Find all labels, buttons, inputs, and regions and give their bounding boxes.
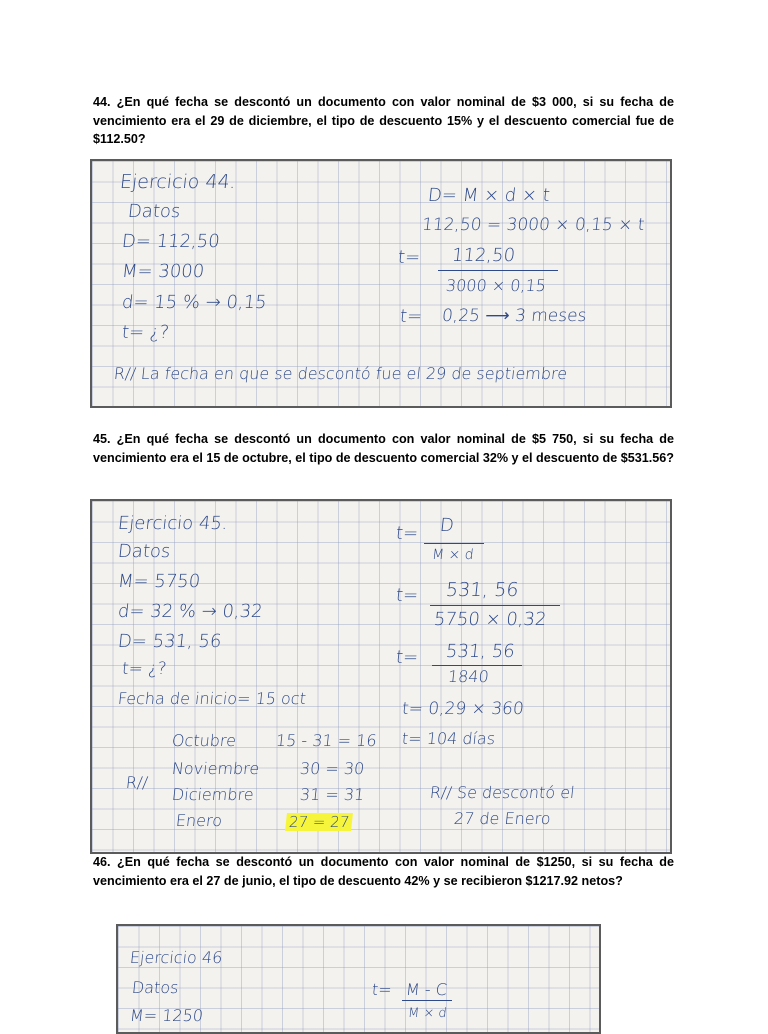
answer-line-2: 27 de Enero bbox=[453, 809, 552, 828]
formula-substitution: 112,50 = 3000 × 0,15 × t bbox=[420, 215, 646, 235]
month-name-2: Noviembre bbox=[171, 759, 261, 778]
result-value: 0,25 ⟶ 3 meses bbox=[440, 306, 588, 326]
question-46-text: 46. ¿En qué fecha se descontó un documento con valor nominal de $1250, si su fecha de vencimiento era el 27 de junio, el tipo de descuento 42% y se recibieron $1217.92 netos? bbox=[93, 855, 674, 888]
data-heading: Datos bbox=[126, 201, 182, 222]
formula-t-label: t= bbox=[394, 523, 420, 544]
discount-formula: D= M × d × t bbox=[426, 185, 551, 206]
step3: t= 0,29 × 360 bbox=[400, 699, 525, 719]
given-rate: d= 15 % → 0,15 bbox=[120, 292, 268, 313]
month-name-3: Diciembre bbox=[171, 785, 255, 804]
month-name-4: Enero bbox=[175, 811, 224, 830]
question-44-text: 44. ¿En qué fecha se descontó un documento con valor nominal de $3 000, si su fecha de vencimiento era el 29 de diciembre, el tipo de descuento 15% y el descuento comercial fue de $112.50? bbox=[93, 95, 674, 146]
given-nominal: M= 5750 bbox=[116, 571, 202, 592]
formula-denominator: M × d bbox=[431, 547, 475, 563]
exercise-title: Ejercicio 44. bbox=[118, 171, 237, 193]
question-45-text: 45. ¿En qué fecha se descontó un documento con valor nominal de $5 750, si su fecha de vencimiento era el 15 de octubre, el tipo de descuento comercial 32% y el descuento de $531.56? bbox=[93, 432, 674, 465]
step2-bar bbox=[432, 665, 522, 666]
step1-denominator: 5750 × 0,32 bbox=[432, 609, 548, 630]
exercise-title: Ejercicio 45. bbox=[116, 513, 229, 534]
step4: t= 104 días bbox=[401, 729, 497, 748]
worksheet-photo-45 bbox=[90, 499, 672, 854]
formula-bar bbox=[424, 543, 484, 544]
given-rate: d= 32 % → 0,32 bbox=[116, 601, 264, 622]
month-calc-4: 27 = 27 bbox=[285, 813, 353, 831]
given-discount: D= 112,50 bbox=[120, 231, 221, 252]
given-discount: D= 531, 56 bbox=[116, 631, 223, 652]
start-date: Fecha de inicio= 15 oct bbox=[117, 689, 307, 708]
month-calc-1: 15 - 31 = 16 bbox=[275, 731, 378, 750]
fraction-numerator: 112,50 bbox=[450, 245, 517, 266]
fraction-bar bbox=[438, 270, 558, 271]
unknown-time: t= ¿? bbox=[120, 322, 171, 343]
month-name-1: Octubre bbox=[171, 731, 238, 750]
answer-line-1: R// Se descontó el bbox=[429, 783, 576, 802]
answer-mark: R// bbox=[125, 773, 149, 792]
unknown-time: t= ¿? bbox=[120, 659, 168, 679]
given-nominal: M= 1250 bbox=[129, 1006, 205, 1025]
step1-t-label: t= bbox=[394, 585, 420, 606]
exercise-title: Ejercicio 46 bbox=[129, 948, 224, 967]
formula-t-label: t= bbox=[371, 980, 393, 999]
step2-t-label: t= bbox=[394, 647, 420, 668]
step2-denominator: 1840 bbox=[447, 667, 490, 686]
month-calc-2: 30 = 30 bbox=[299, 759, 366, 778]
month-calc-3: 31 = 31 bbox=[299, 785, 366, 804]
step1-numerator: 531, 56 bbox=[444, 579, 520, 601]
formula-denominator: M × d bbox=[407, 1006, 448, 1021]
step1-bar bbox=[430, 605, 560, 606]
formula-bar bbox=[402, 1000, 452, 1001]
given-nominal: M= 3000 bbox=[120, 261, 206, 282]
step2-numerator: 531, 56 bbox=[444, 641, 516, 662]
fraction-t-label: t= bbox=[396, 247, 422, 268]
worksheet-photo-46 bbox=[116, 924, 601, 1034]
formula-numerator: M - C bbox=[405, 980, 448, 999]
result-t-label: t= bbox=[398, 306, 424, 327]
answer-line: R// La fecha en que se descontó fue el 29 de septiembre bbox=[113, 364, 569, 383]
worksheet-photo-44 bbox=[90, 159, 672, 408]
data-heading: Datos bbox=[131, 978, 180, 997]
data-heading: Datos bbox=[116, 541, 172, 562]
formula-numerator: D bbox=[438, 515, 455, 536]
fraction-denominator: 3000 × 0,15 bbox=[445, 276, 547, 295]
